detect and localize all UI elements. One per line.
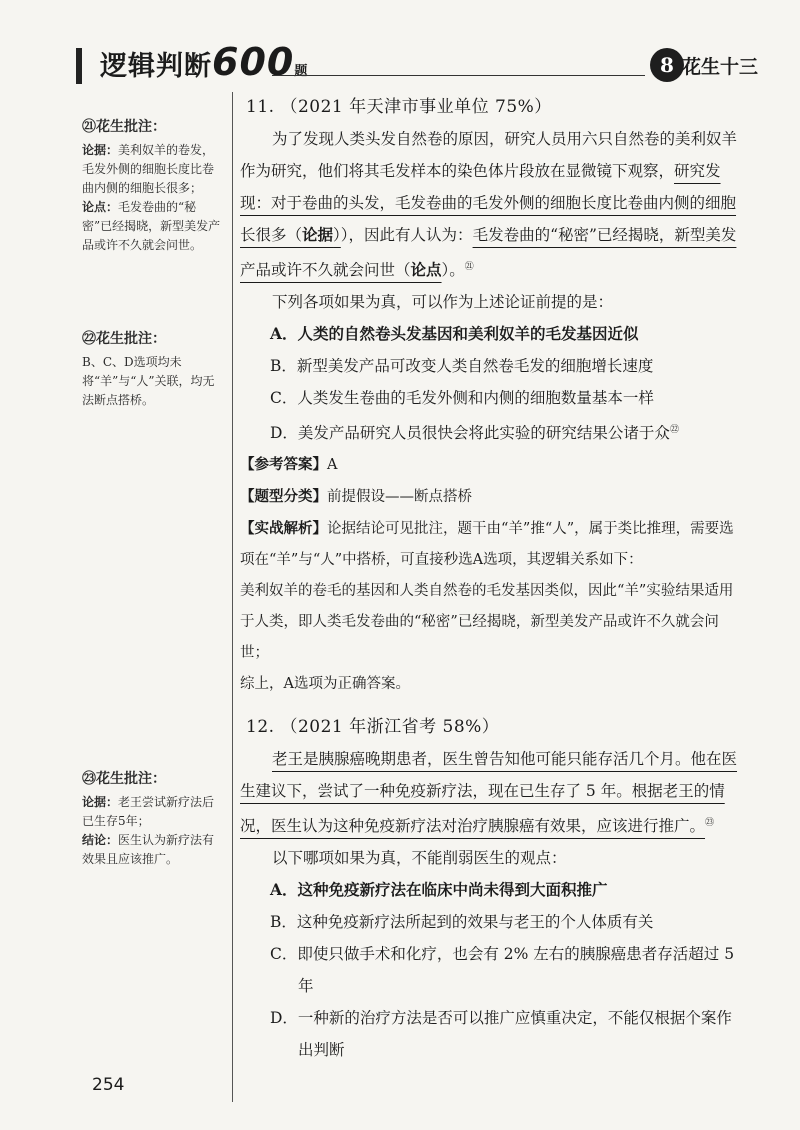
sidenote-argument: 论据：美利奴羊的卷发，毛发外侧的细胞长度比卷曲内侧的细胞长很多； [82, 143, 215, 195]
question-prompt: 以下哪项如果为真，不能削弱医生的观点： [272, 849, 567, 868]
footnote-marker: ㉓ [705, 818, 715, 828]
sidenote-title: ㉒花生批注： [82, 331, 166, 347]
header-bar [76, 48, 82, 84]
sidenote-text: B、C、D选项均未将“羊”与“人”关联，均无法断点搭桥。 [82, 355, 215, 407]
sidenote-conclusion: 结论：医生认为新疗法有效果且应该推广。 [82, 833, 215, 866]
sidenote-21 [82, 118, 222, 255]
question-11 [240, 92, 740, 700]
option-d: D．一种新的治疗方法是否可以推广应慎重决定，不能仅根据个案作出判断 [270, 1009, 732, 1060]
answer-line: 【参考答案】A [240, 456, 338, 474]
sidenote-title: ㉑花生批注： [82, 119, 166, 135]
logo-text: 花生十三 [682, 56, 759, 78]
option-a: A．这种免疫新疗法在临床中尚未得到大面积推广 [270, 880, 608, 900]
column-divider [232, 92, 233, 1102]
header-rule [272, 75, 645, 76]
sidenote-22 [82, 330, 222, 410]
page-number: 254 [92, 1075, 125, 1095]
analysis-detail: 美利奴羊的卷毛的基因和人类自然卷的毛发基因类似，因此“羊”实验结果适用于人类，即人类毛发卷曲的“秘密”已经揭晓，新型美发产品或许不久就会问世； [240, 583, 734, 662]
type-line: 【题型分类】前提假设——断点搭桥 [240, 488, 472, 506]
sidenote-claim: 论点：毛发卷曲的“秘密”已经揭晓，新型美发产品或许不久就会问世。 [82, 200, 221, 252]
footnote-marker: ㉑ [464, 262, 474, 272]
question-stem: 为了发现人类头发自然卷的原因，研究人员用六只自然卷的美利奴羊作为研究，他们将其毛发样本的染色体片段放在显微镜下观察，研究发现：对于卷曲的头发，毛发卷曲的毛发外侧的细胞长度比卷曲内侧的细胞长很多（论据）），因此有人认为：毛发卷曲的“秘密”已经揭晓，新型美发产品或许不久就会问世（论点）。$^㉑$ [240, 130, 738, 280]
question-heading: 11. （2021 年天津市事业单位 75%） [246, 97, 552, 117]
question-stem: 老王是胰腺癌晚期患者，医生曾告知他可能只能存活几个月。他在医生建议下，尝试了一种免疫新疗法，现在已生存了 5 年。根据老王的情况，医生认为这种免疫新疗法对治疗胰腺癌有效果，应该进行推广。$^㉓$ [240, 750, 738, 836]
analysis-conclusion: 综上，A选项为正确答案。 [240, 676, 410, 693]
logo-badge: 8 [650, 48, 684, 82]
question-prompt: 下列各项如果为真，可以作为上述论证前提的是： [272, 293, 614, 312]
option-c: C．人类发生卷曲的毛发外侧和内侧的细胞数量基本一样 [270, 389, 654, 408]
option-b: B．这种免疫新疗法所起到的效果与老王的个人体质有关 [270, 913, 654, 932]
book-title: 逻辑判断600题 [100, 40, 309, 84]
analysis-line: 【实战解析】论据结论可见批注，题干由“羊”推“人”，属于类比推理，需要选项在“羊”与“人”中搭桥，可直接秒选A选项，其逻辑关系如下： [240, 520, 734, 569]
question-heading: 12. （2021 年浙江省考 58%） [246, 717, 500, 737]
question-12 [240, 712, 740, 1066]
brand-logo [650, 48, 759, 80]
option-c: C．即使只做手术和化疗，也会有 2% 左右的胰腺癌患者存活超过 5 年 [270, 945, 735, 996]
sidenote-argument: 论据：老王尝试新疗法后已生存5年； [82, 795, 215, 828]
sidenote-23 [82, 770, 222, 869]
option-a: A．人类的自然卷头发基因和美利奴羊的毛发基因近似 [270, 324, 639, 344]
sidenote-title: ㉓花生批注： [82, 771, 166, 787]
option-d: D．美发产品研究人员很快会将此实验的研究结果公诸于众$^㉒$ [270, 424, 679, 443]
option-b: B．新型美发产品可改变人类自然卷毛发的细胞增长速度 [270, 357, 654, 376]
